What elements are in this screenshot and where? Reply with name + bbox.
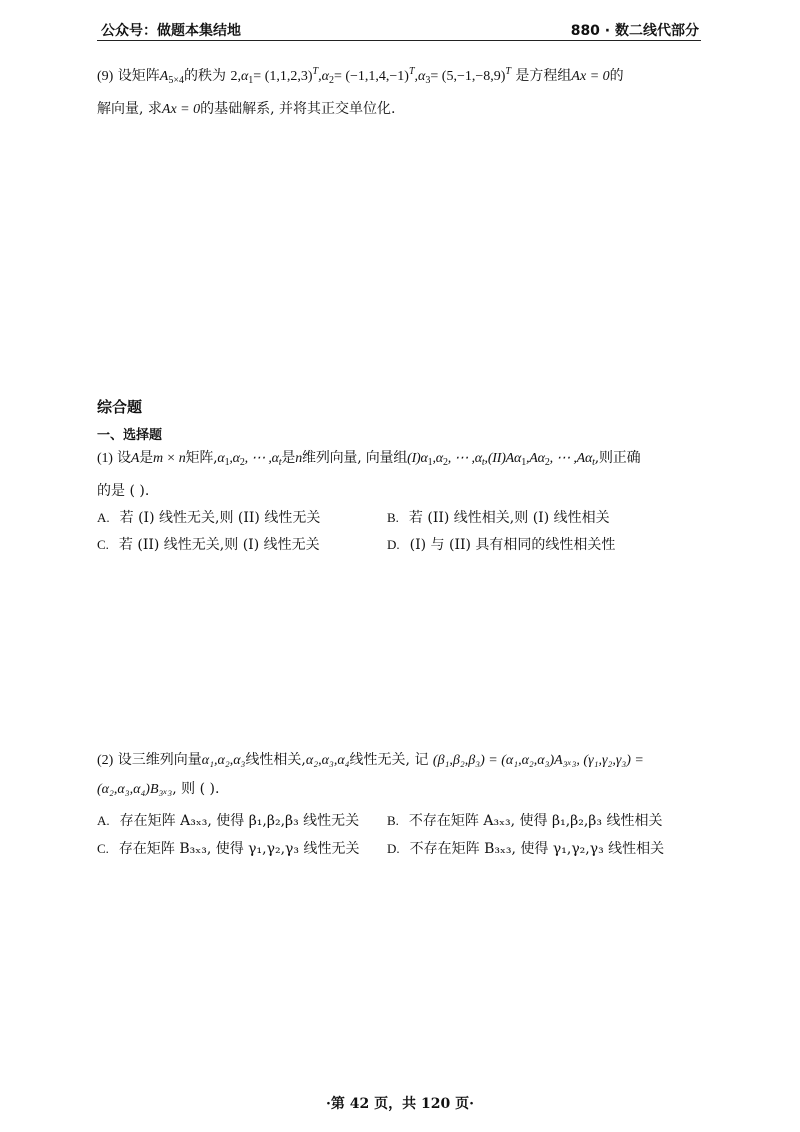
q2-option-d[interactable]: D. 不存在矩阵 B₃ₓ₃, 使得 γ₁,γ₂,γ₃ 线性相关 [387, 841, 665, 857]
question-2-line-1: (2) 设三维列向量α₁,α₂,α₃线性相关,α₂,α₃,α₄线性无关, 记 (β₁,β₂,β₃) = (α₁,α₂,α₃)A₃ₓ₃, (γ₁,γ₂,γ₃) = [97, 752, 644, 768]
question-1-line-1: (1) 设A是m × n矩阵$,\alpha_1,\alpha_2$, ⋯ $,\alpha_t$是n维列向量, 向量组$(I)\alpha_1,\alpha_2$, ⋯ $,\alpha_t,(II)A\alpha_1,A\alpha_2$, ⋯ $,A\alpha_t$,则正确 [97, 450, 641, 468]
section-subtitle: 一、选择题 [97, 428, 163, 443]
q2-option-b[interactable]: B. 不存在矩阵 A₃ₓ₃, 使得 β₁,β₂,β₃ 线性相关 [387, 813, 663, 829]
q2-option-a[interactable]: A. 存在矩阵 A₃ₓ₃, 使得 β₁,β₂,β₃ 线性无关 [97, 813, 360, 829]
question-2-line-2: (α₂,α₃,α₄)B₃ₓ₃, 则 ( ). [97, 781, 220, 797]
header-left: 公众号：做题本集结地 [101, 23, 241, 39]
question-1-line-2: 的是 ( ). [97, 483, 150, 499]
page-footer: ·第 42 页，共 120 页· [326, 1096, 474, 1112]
q1-option-b[interactable]: B. 若 (II) 线性相关,则 (I) 线性相关 [387, 510, 610, 526]
question-9-line-1: (9) 设矩阵$A_{5\times 4}$的秩为 $2,\alpha_1= (1,1,2,3)^T,\alpha_2= (-1,1,4,-1)^T,\alpha_3= (5,-1,-8,9)^T$ 是方程组Ax = 0的 [97, 66, 624, 86]
question-9 [97, 58, 702, 124]
q1-option-a[interactable]: A. 若 (I) 线性无关,则 (II) 线性无关 [97, 510, 321, 526]
q1-option-d[interactable]: D. (I) 与 (II) 具有相同的线性相关性 [387, 537, 616, 553]
question-9-line-2: 解向量, 求Ax = 0的基础解系, 并将其正交单位化. [97, 101, 396, 117]
q2-option-c[interactable]: C. 存在矩阵 B₃ₓ₃, 使得 γ₁,γ₂,γ₃ 线性无关 [97, 841, 360, 857]
question-1 [97, 444, 702, 505]
question-2 [97, 746, 702, 804]
header-right: 880 · 数二线代部分 [570, 23, 699, 39]
section-title: 综合题 [97, 398, 143, 416]
q1-option-c[interactable]: C. 若 (II) 线性无关,则 (I) 线性无关 [97, 537, 320, 553]
page-header [97, 18, 701, 41]
